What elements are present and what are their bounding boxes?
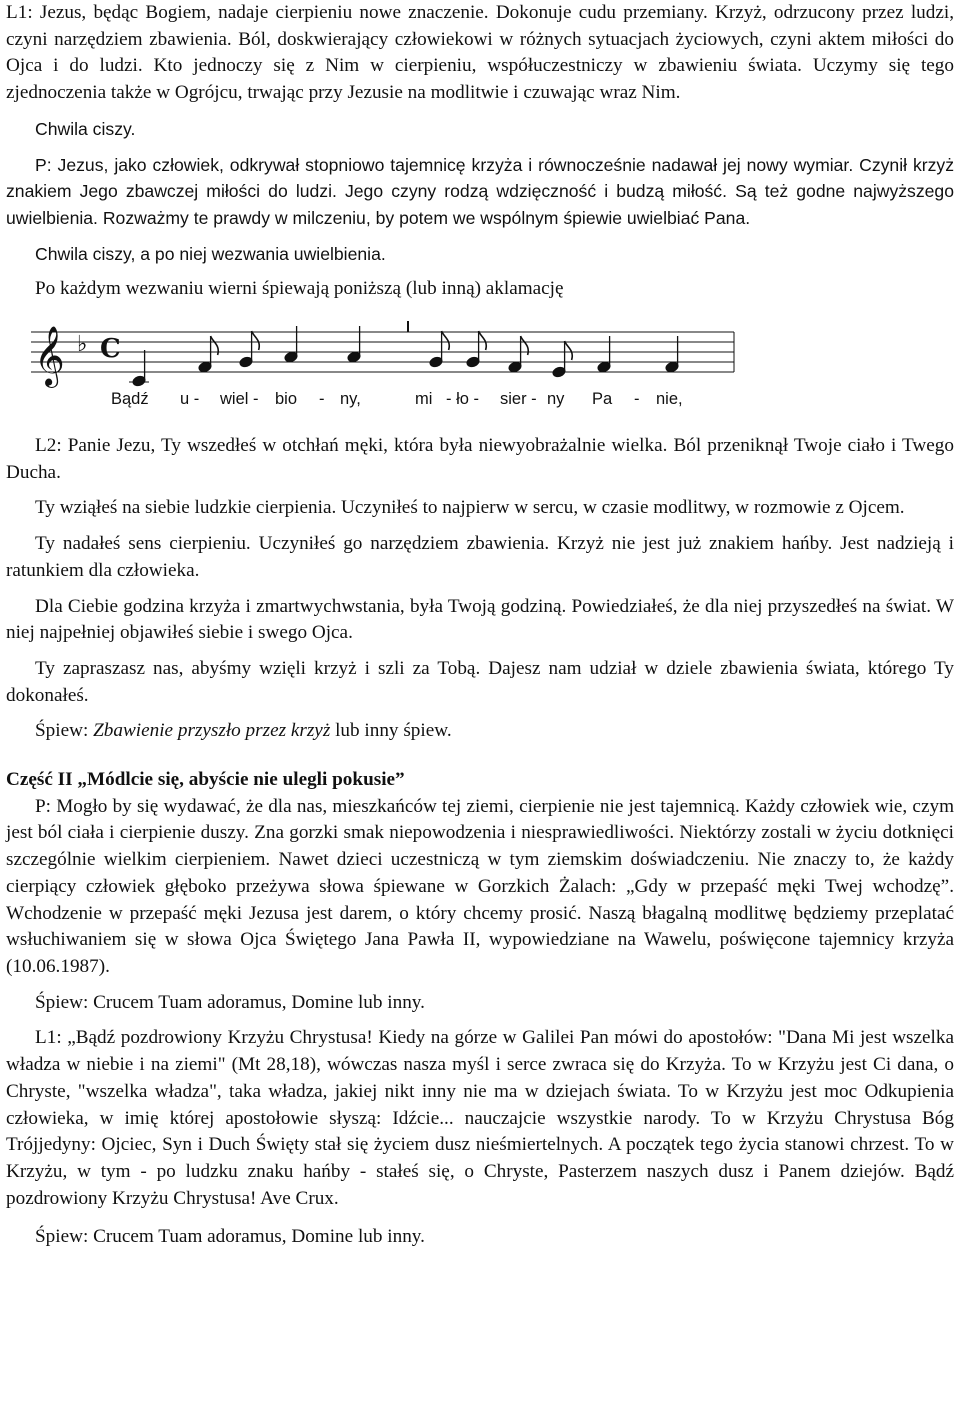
paragraph-l2-5: Ty zapraszasz nas, abyśmy wzięli krzyż i szli za Tobą. Dajesz nam udział w dziele zbawienia świata, którego Ty dokonałeś. bbox=[6, 657, 954, 706]
paragraph-l1-intro: L1: Jezus, będąc Bogiem, nadaje cierpieniu nowe znaczenie. Dokonuje cudu przemiany. Krzyż, odrzucony przez ludzi, czyni narzędziem zbawienia. Ból, doskwierający człowiekowi w różnych sytuacjach życiowych, czyni aktem miłości do Ojca i do ludzi. Kto jednoczy się z Nim w cierpieniu, współuczestniczy w zbawieniu świata. Uczymy się tego zjednoczenia także w Ogrójcu, trwając przy Jezusie na modlitwie i czuwając wraz Nim. bbox=[6, 2, 954, 104]
note-flag bbox=[479, 331, 487, 350]
lyric-syllable: Bądź bbox=[111, 390, 149, 409]
paragraph-l1-cross: L1: „Bądź pozdrowiony Krzyżu Chrystusa! Kiedy na górze w Galilei Pan mówi do apostołów: "Dana Mi jest wszelka władza w niebie i na ziemi" (Mt 28,18), wówczas nasza myśl i serce zwraca się do Krzyża. To w Krzyżu jest Ci dana, o Chryste, "wszelka władza", taka władza, jakiej nikt inny nie ma w dziejach świata. To w Krzyżu jest moc Odkupienia człowieka, w imię której apostołowie słyszą: Idźcie... nauczajcie wszystkie narody. To w Krzyżu Chrystusa Bóg Trójjedyny: Ojciec, Syn i Duch Święty stał się życiem dusz nieśmiertelnych. A początek tego życia stanowi chrzest. To w Krzyżu, w tym - po ludzku znaku hańby - stałeś się, o Chryste, Pasterzem naszych dusz i Panem dziejów. Bądź pozdrowiony Krzyżu Chrystusa! Ave Crux. bbox=[6, 1027, 954, 1209]
paragraph-l2-1: L2: Panie Jezu, Ty wszedłeś w otchłań męki, która była niewyobrażalnie wielka. Ból przeniknął Twoje ciało i Twego Ducha. bbox=[6, 435, 954, 483]
music-notation bbox=[6, 309, 954, 437]
lyric-syllable: nie, bbox=[656, 390, 683, 409]
paragraph-song-3: Śpiew: Crucem Tuam adoramus, Domine lub inny. bbox=[35, 1226, 425, 1248]
note-flag bbox=[442, 331, 450, 350]
paragraph-acclamation-intro: Po każdym wezwaniu wierni śpiewają poniższą (lub inną) aklamację bbox=[35, 278, 564, 300]
lyric-syllable: Pa bbox=[592, 390, 613, 409]
paragraph-p-part2: P: Mogło by się wydawać, że dla nas, mieszkańców tej ziemi, cierpienie nie jest tajemnicą. Każdy człowiek wie, czym jest ból ciała i cierpienie duszy. Zna gorzki smak niepowodzenia i niesprawiedliwości. Niektórzy zostali w życiu dotknięci szczególnie wielkim cierpieniem. Nawet dzieci uczestniczą w tym ziemskim doświadczeniu. Nie znaczy to, że każdy cierpiący człowiek głęboko przeżywa słowa śpiewane w Gorzkich Żalach: „Gdy w przepaść męki Twej wchodzę”. Wchodzenie w przepaść męki Jezusa jest darem, o który chcemy prosić. Naszą błagalną modlitwę będziemy przeplatać wsłuchiwaniem się w słowa Ojca Świętego Jana Pawła II, wypowiedziane na Wawelu, poświęcone tajemnicy krzyża (10.06.1987). bbox=[6, 795, 954, 977]
paragraph-song-2: Śpiew: Crucem Tuam adoramus, Domine lub inny. bbox=[35, 991, 425, 1013]
lyric-syllable: wiel - bbox=[220, 390, 259, 409]
song-title: Zbawienie przyszło przez krzyż bbox=[93, 720, 331, 742]
paragraph-silence-2: Chwila ciszy, a po niej wezwania uwielbienia. bbox=[35, 243, 386, 264]
paragraph-p-jesus: P: Jezus, jako człowiek, odkrywał stopniowo tajemnicę krzyża i równocześnie nadawał jej nowy wymiar. Czynił krzyż znakiem Jego zbawczej miłości do ludzi. Jego czyny rodzą wdzięczność i budzą miłość. Są też godne najwyższego uwielbienia. Rozważmy te prawdy w milczeniu, by potem we wspólnym śpiewie uwielbiać Pana. bbox=[6, 154, 954, 228]
common-time-icon: C bbox=[100, 334, 121, 365]
paragraph-l2-3: Ty nadałeś sens cierpieniu. Uczyniłeś go narzędziem zbawienia. Krzyż nie jest już znakiem hańby. Jest nadzieją i ratunkiem dla człowieka. bbox=[6, 533, 954, 581]
part-2-heading: Część II „Módlcie się, abyście nie ulegli pokusie” bbox=[6, 769, 405, 791]
note-flag bbox=[565, 341, 573, 360]
lyric-syllable: ny bbox=[547, 390, 565, 409]
lyric-syllable: - ło - bbox=[446, 390, 479, 409]
lyric-syllable: bio bbox=[275, 390, 298, 409]
paragraph-l2-2: Ty wziąłeś na siebie ludzkie cierpienia. Uczyniłeś to najpierw w sercu, w czasie modlitwy, w rozmowie z Ojcem. bbox=[35, 497, 905, 519]
lyric-syllable: - bbox=[634, 390, 640, 409]
treble-clef-icon: 𝄞 bbox=[34, 326, 65, 387]
staff-svg bbox=[6, 309, 954, 437]
note-flag bbox=[252, 331, 260, 350]
paragraph-song-1 bbox=[6, 718, 954, 745]
lyric-syllable: sier - bbox=[500, 390, 537, 409]
song-label: Śpiew: bbox=[35, 720, 94, 742]
document-page bbox=[6, 0, 954, 1251]
lyric-syllable: - bbox=[319, 390, 325, 409]
flat-sign-icon: ♭ bbox=[77, 332, 88, 358]
paragraph-l2-4: Dla Ciebie godzina krzyża i zmartwychwstania, była Twoją godziną. Powiedziałeś, że dla niej przyszedłeś na świat. W niej najpełniej objawiłeś siebie i swego Ojca. bbox=[6, 595, 954, 644]
song-suffix: lub inny śpiew. bbox=[330, 720, 452, 742]
lyric-syllable: mi bbox=[415, 390, 433, 409]
paragraph-silence-1: Chwila ciszy. bbox=[35, 118, 136, 139]
lyric-syllable: ny, bbox=[340, 390, 361, 409]
lyric-syllable: u - bbox=[180, 390, 200, 409]
